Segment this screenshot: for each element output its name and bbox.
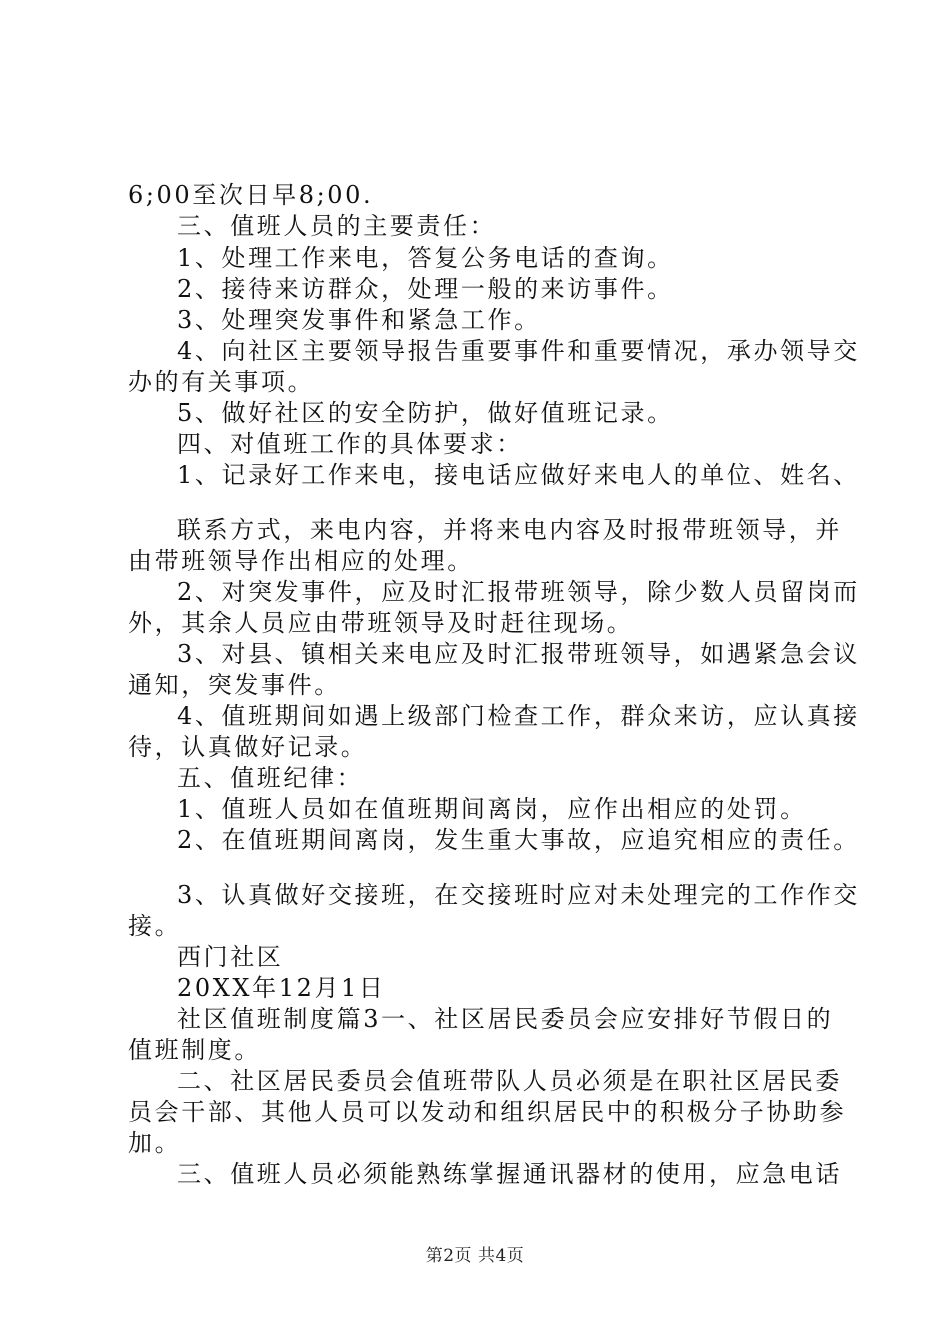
- signature-date: 20XX年12月1日: [177, 974, 386, 1002]
- text-line: 1、记录好工作来电，接电话应做好来电人的单位、姓名、: [177, 461, 860, 489]
- text-line: 2、在值班期间离岗，发生重大事故，应追究相应的责任。: [177, 826, 860, 854]
- text-line: 3、对县、镇相关来电应及时汇报带班领导，如遇紧急会议: [177, 640, 860, 668]
- text-line: 1、值班人员如在值班期间离岗，应作出相应的处罚。: [177, 795, 807, 823]
- section-heading: 五、值班纪律：: [177, 764, 364, 792]
- text-line: 由带班领导作出相应的处理。: [128, 547, 474, 575]
- text-line: 4、向社区主要领导报告重要事件和重要情况，承办领导交: [177, 337, 860, 365]
- text-line: 值班制度。: [128, 1036, 261, 1064]
- text-line: 6;00至次日早8;00.: [128, 181, 374, 209]
- text-line: 待，认真做好记录。: [128, 733, 368, 761]
- text-line: 接。: [128, 912, 182, 940]
- text-line: 4、值班期间如遇上级部门检查工作，群众来访，应认真接: [177, 702, 860, 730]
- text-line: 2、接待来访群众，处理一般的来访事件。: [177, 275, 674, 303]
- text-line: 加。: [128, 1129, 182, 1157]
- text-line: 办的有关事项。: [128, 368, 315, 396]
- text-line: 1、处理工作来电，答复公务电话的查询。: [177, 244, 674, 272]
- text-line: 外，其余人员应由带班领导及时赶往现场。: [128, 609, 634, 637]
- text-line: 3、处理突发事件和紧急工作。: [177, 306, 541, 334]
- text-line: 5、做好社区的安全防护，做好值班记录。: [177, 399, 674, 427]
- page-number-footer: 第2页 共4页: [425, 1246, 525, 1266]
- text-line: 2、对突发事件，应及时汇报带班领导，除少数人员留岗而: [177, 578, 860, 606]
- text-line: 通知，突发事件。: [128, 671, 341, 699]
- signature-organization: 西门社区: [177, 943, 284, 971]
- section-heading: 四、对值班工作的具体要求：: [177, 430, 523, 458]
- text-line: 员会干部、其他人员可以发动和组织居民中的积极分子协助参: [128, 1098, 847, 1126]
- section-heading: 三、值班人员的主要责任：: [177, 212, 497, 240]
- text-line: 3、认真做好交接班，在交接班时应对未处理完的工作作交: [177, 881, 860, 909]
- text-line: 三、值班人员必须能熟练掌握通讯器材的使用，应急电话: [177, 1160, 842, 1188]
- text-line: 社区值班制度篇3一、社区居民委员会应安排好节假日的: [177, 1005, 834, 1033]
- text-line: 联系方式，来电内容，并将来电内容及时报带班领导，并: [177, 516, 842, 544]
- text-line: 二、社区居民委员会值班带队人员必须是在职社区居民委: [177, 1067, 842, 1095]
